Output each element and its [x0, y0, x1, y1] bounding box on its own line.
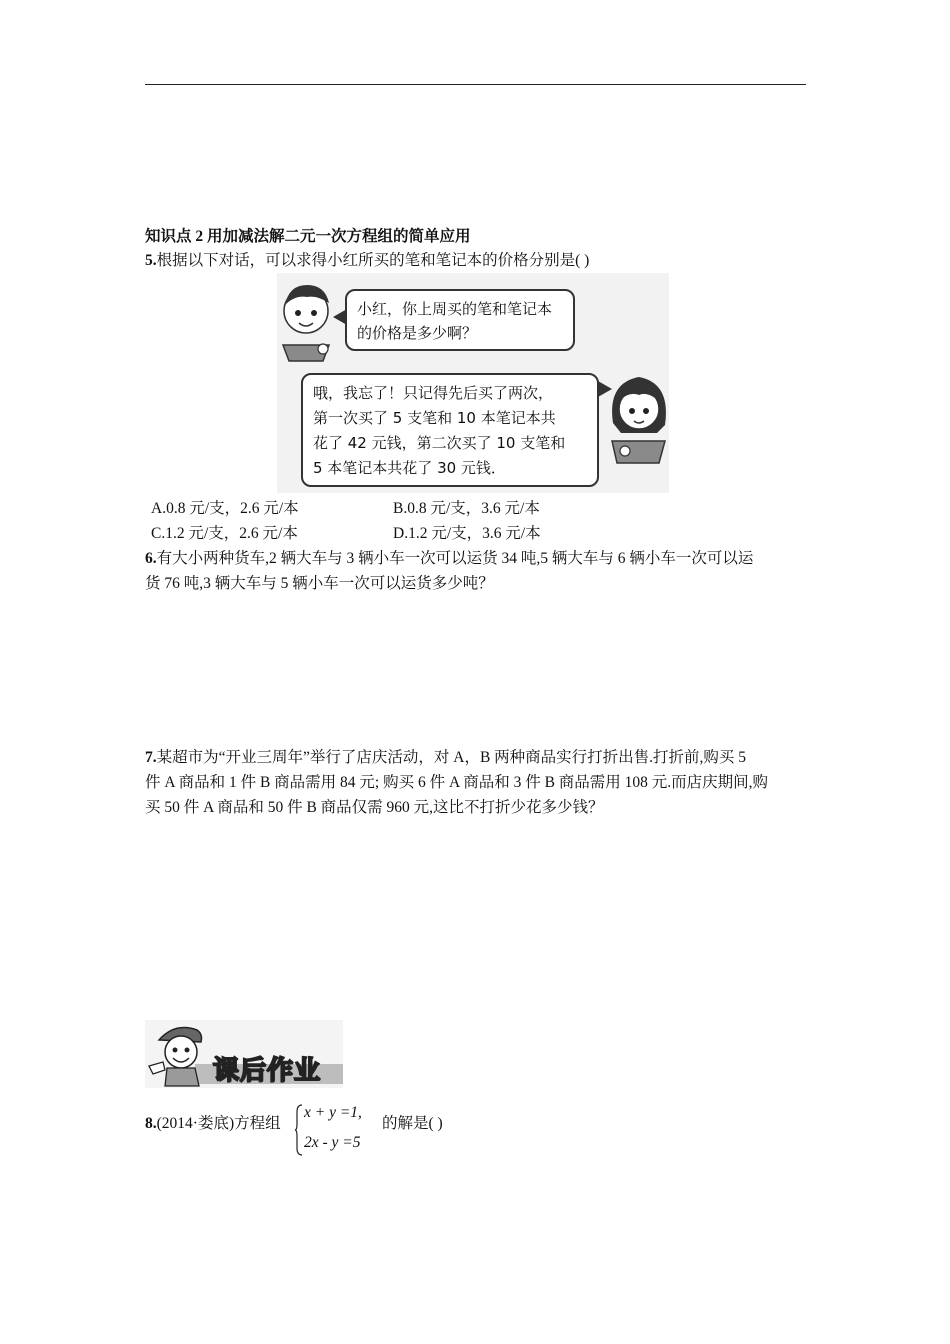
question-7-line-2: 件 A 商品和 1 件 B 商品需用 84 元; 购买 6 件 A 商品和 3 件 B 商品需用 108 元.而店庆期间,购 — [145, 774, 769, 791]
option-c: C.1.2 元/支，2.6 元/本 — [151, 525, 298, 542]
question-7-line-1: 某超市为“开业三周年”举行了店庆活动，对 A，B 两种商品实行打折出售.打折前,购买 5 — [156, 749, 747, 766]
question-5-text: 根据以下对话，可以求得小红所买的笔和笔记本的价格分别是( ) — [156, 252, 590, 269]
homework-banner-text: 课后作业 — [213, 1056, 322, 1086]
question-7 — [145, 747, 746, 769]
bubble-boy-line-2: 的价格是多少啊？ — [357, 324, 478, 342]
question-5 — [145, 250, 589, 272]
option-b: B.0.8 元/支，3.6 元/本 — [393, 500, 540, 517]
homework-banner — [145, 1020, 343, 1088]
bubble-boy-line-1: 小红，你上周买的笔和笔记本 — [357, 300, 553, 318]
speech-bubble-girl — [301, 373, 599, 487]
dialogue-illustration — [277, 273, 669, 493]
question-6-line-1: 有大小两种货车,2 辆大车与 3 辆小车一次可以运货 34 吨,5 辆大车与 6 辆小车一次可以运 — [156, 550, 754, 567]
question-6 — [145, 548, 753, 570]
equation-2: 2x - y =5 — [304, 1134, 361, 1151]
bubble-girl-line-1: 哦，我忘了！只记得先后买了两次， — [313, 384, 554, 402]
bubble-tail-girl — [598, 381, 612, 397]
question-8-prefix: (2014·娄底)方程组 — [156, 1115, 281, 1132]
brace-icon — [295, 1104, 303, 1156]
question-6-number: 6. — [145, 550, 157, 567]
option-d: D.1.2 元/支，3.6 元/本 — [393, 525, 541, 542]
question-7-number: 7. — [145, 749, 157, 766]
equation-brace — [295, 1104, 303, 1156]
question-8-suffix: 的解是( ) — [382, 1115, 443, 1132]
question-6-line-2: 货 76 吨,3 辆大车与 5 辆小车一次可以运货多少吨？ — [145, 575, 494, 592]
question-7-line-3: 买 50 件 A 商品和 50 件 B 商品仅需 960 元,这比不打折少花多少钱？ — [145, 799, 604, 816]
question-5-number: 5. — [145, 252, 157, 269]
bubble-girl-line-3: 花了 42 元钱，第二次买了 10 支笔和 — [313, 434, 566, 452]
question-8 — [145, 1113, 281, 1135]
question-8-number: 8. — [145, 1115, 157, 1132]
header-rule — [145, 84, 806, 85]
bubble-girl-line-4: 5 本笔记本共花了 30 元钱． — [313, 459, 506, 477]
girl-figure — [612, 377, 666, 463]
boy-figure — [283, 285, 329, 361]
speech-bubble-boy — [345, 289, 575, 351]
option-a: A.0.8 元/支，2.6 元/本 — [151, 500, 299, 517]
equation-1: x + y =1, — [304, 1104, 362, 1121]
bubble-girl-line-2: 第一次买了 5 支笔和 10 本笔记本共 — [313, 409, 556, 427]
section-title: 知识点 2 用加减法解二元一次方程组的简单应用 — [145, 228, 471, 245]
